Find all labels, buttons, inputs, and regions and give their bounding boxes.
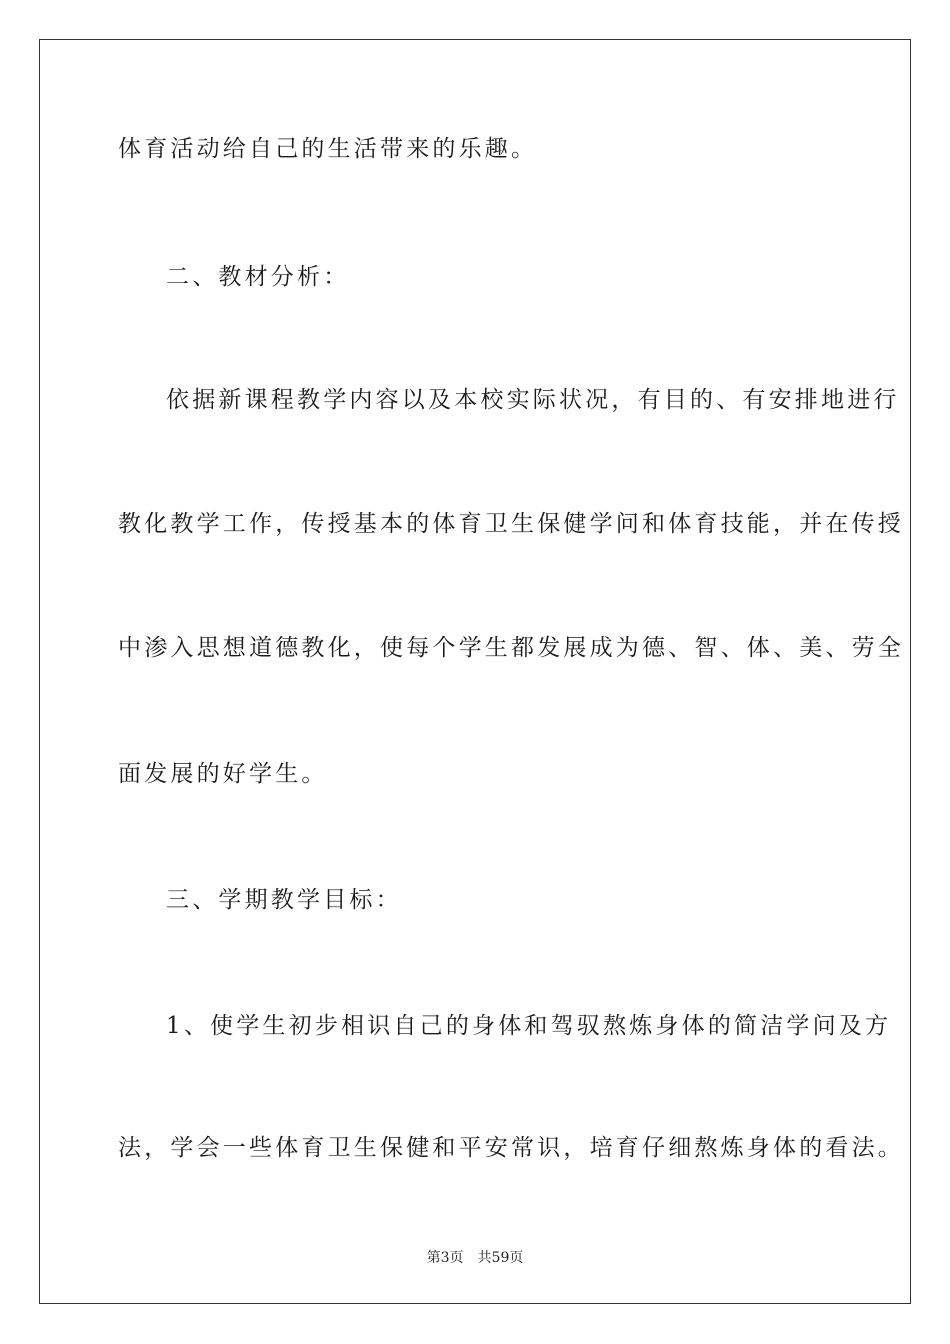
page-border xyxy=(39,39,911,1304)
body-text-line: 法，学会一些体育卫生保健和平安常识，培育仔细熬炼身体的看法。 xyxy=(118,1135,904,1161)
page-footer xyxy=(0,1249,950,1267)
page-number-current: 第3页 xyxy=(426,1250,464,1266)
body-text-line: 依据新课程教学内容以及本校实际状况，有目的、有安排地进行 xyxy=(166,387,900,413)
section-heading: 三、学期教学目标： xyxy=(166,887,402,913)
body-text-line: 体育活动给自己的生活带来的乐趣。 xyxy=(118,136,538,162)
body-text-line: 面发展的好学生。 xyxy=(118,761,328,787)
body-text-line: 1、使学生初步相识自己的身体和驾驭熬炼身体的简洁学问及方 xyxy=(166,1013,892,1039)
body-text-line: 中渗入思想道德教化，使每个学生都发展成为德、智、体、美、劳全 xyxy=(118,635,904,661)
page-number-total: 共59页 xyxy=(477,1250,524,1266)
section-heading: 二、教材分析： xyxy=(166,264,350,290)
body-text-line: 教化教学工作，传授基本的体育卫生保健学问和体育技能，并在传授 xyxy=(118,511,904,537)
